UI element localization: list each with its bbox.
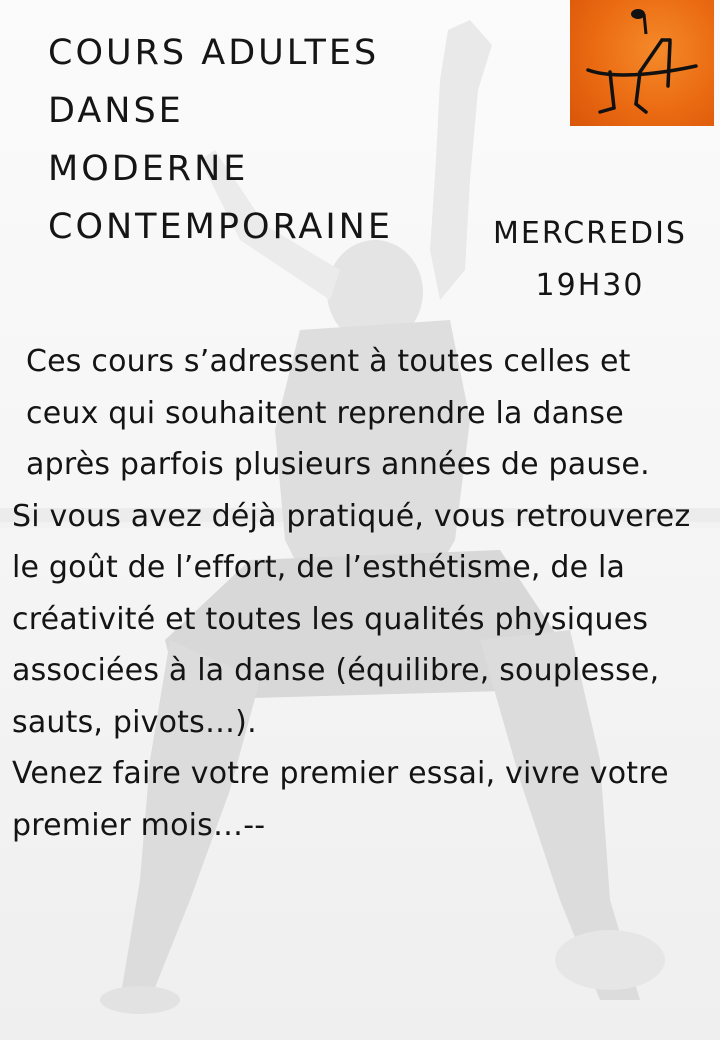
title-line-3: MODERNE [48,149,249,189]
description-paragraph-1: Ces cours s’adressent à toutes celles et ceux qui souhaitent reprendre la danse après parfois plusieurs années de pause. [26,344,650,482]
title-line-4: CONTEMPORAINE [48,207,393,247]
logo [570,0,714,126]
schedule-block [472,208,708,312]
course-title [48,24,393,256]
schedule-day: MERCREDIS [493,216,687,251]
title-line-2: DANSE [48,91,184,131]
description-paragraph-2: Si vous avez déjà pratiqué, vous retrouverez le goût de l’effort, de l’esthétisme, de la créativité et toutes les qualités physiques associées à la danse (équilibre, souplesse, sauts, pivots…). [12,498,691,740]
description-text [12,336,712,851]
title-line-1: COURS ADULTES [48,33,380,73]
description-paragraph-3: Venez faire votre premier essai, vivre votre premier mois…-- [12,756,669,843]
schedule-time: 19H30 [535,268,645,303]
dance-music-logo-icon [570,0,714,126]
